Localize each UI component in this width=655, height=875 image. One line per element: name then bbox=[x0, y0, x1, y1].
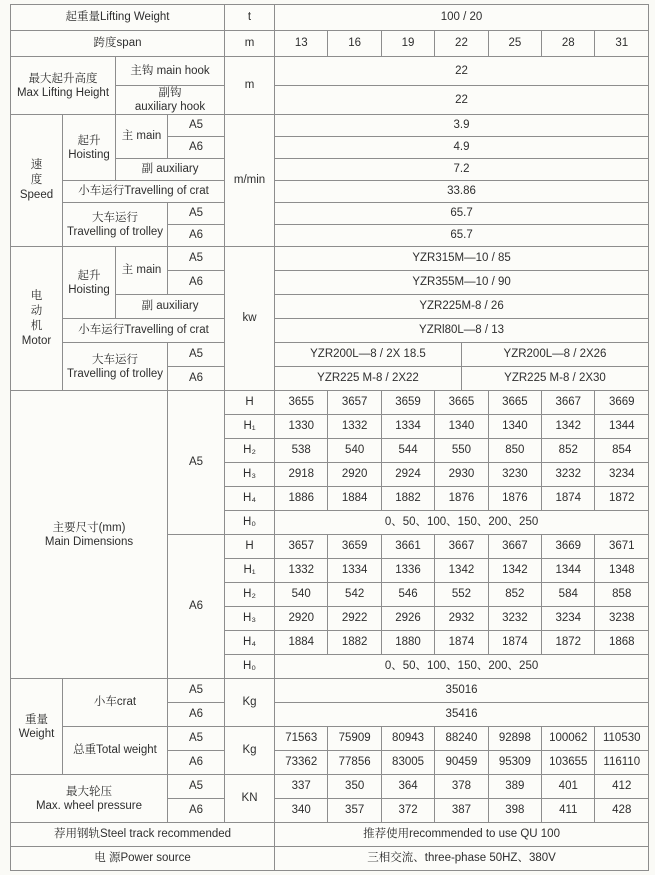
dim-value: 1332 bbox=[328, 415, 381, 439]
dim-value: 1874 bbox=[542, 487, 595, 511]
pressure-value: 357 bbox=[328, 799, 381, 823]
pressure-value: 364 bbox=[381, 775, 434, 799]
lifting-weight-unit: t bbox=[225, 5, 275, 31]
wheel-pressure-a5-row bbox=[11, 775, 649, 799]
a6-label: A6 bbox=[168, 703, 225, 727]
pressure-value: 411 bbox=[542, 799, 595, 823]
span-row bbox=[11, 31, 649, 57]
weight-value: 103655 bbox=[542, 751, 595, 775]
dim-param: H₂ bbox=[225, 583, 275, 607]
motor-main-a6-value: YZR355M—10 / 90 bbox=[275, 271, 649, 295]
speed-main-a5-row bbox=[11, 115, 649, 137]
dim-value: 3234 bbox=[542, 607, 595, 631]
dim-value: 2918 bbox=[275, 463, 328, 487]
motor-main-label: 主 main bbox=[116, 247, 168, 295]
dim-value: 1340 bbox=[435, 415, 488, 439]
dim-value: 3659 bbox=[328, 535, 381, 559]
dim-value: 3234 bbox=[595, 463, 649, 487]
motor-hoisting-label: 起升 Hoisting bbox=[63, 247, 116, 319]
dim-value: 2922 bbox=[328, 607, 381, 631]
a6-label: A6 bbox=[168, 751, 225, 775]
dims-a5-h-row bbox=[11, 391, 649, 415]
dim-value: 1344 bbox=[542, 559, 595, 583]
motor-trolley-a5-left: YZR200L—8 / 2X 18.5 bbox=[275, 343, 462, 367]
a5-label: A5 bbox=[168, 343, 225, 367]
dim-value: 1874 bbox=[488, 631, 541, 655]
motor-trolley-a5-right: YZR200L—8 / 2X26 bbox=[461, 343, 648, 367]
dim-value: 3659 bbox=[381, 391, 434, 415]
max-height-group bbox=[11, 57, 116, 115]
weight-value: 77856 bbox=[328, 751, 381, 775]
dim-value: 1348 bbox=[595, 559, 649, 583]
power-source-row bbox=[11, 847, 649, 871]
speed-crat-label: 小车运行Travelling of crat bbox=[63, 181, 225, 203]
dim-param: H₁ bbox=[225, 559, 275, 583]
dim-value: 550 bbox=[435, 439, 488, 463]
pressure-value: 350 bbox=[328, 775, 381, 799]
pressure-value: 398 bbox=[488, 799, 541, 823]
dim-value: 584 bbox=[542, 583, 595, 607]
a6-label: A6 bbox=[168, 137, 225, 159]
weight-crat-a6-value: 35416 bbox=[275, 703, 649, 727]
dim-value: 1344 bbox=[595, 415, 649, 439]
speed-crat-row bbox=[11, 181, 649, 203]
weight-value: 71563 bbox=[275, 727, 328, 751]
speed-aux-label: 副 auxiliary bbox=[116, 159, 225, 181]
dim-value: 1872 bbox=[542, 631, 595, 655]
a5-label: A5 bbox=[168, 775, 225, 799]
a5-label: A5 bbox=[168, 203, 225, 225]
max-height-main-row bbox=[11, 57, 649, 86]
dim-value: 3667 bbox=[435, 535, 488, 559]
span-label: 跨度span bbox=[11, 31, 225, 57]
weight-value: 110530 bbox=[595, 727, 649, 751]
dim-value: 3661 bbox=[381, 535, 434, 559]
dim-value: 544 bbox=[381, 439, 434, 463]
speed-hoisting-label: 起升 Hoisting bbox=[63, 115, 116, 181]
dim-h0-merged-value: 0、50、100、150、200、250 bbox=[275, 655, 649, 679]
speed-trolley-a5-value: 65.7 bbox=[275, 203, 649, 225]
pressure-value: 401 bbox=[542, 775, 595, 799]
dim-value: 3232 bbox=[542, 463, 595, 487]
motor-main-a5-row bbox=[11, 247, 649, 271]
a6-label: A6 bbox=[168, 367, 225, 391]
dim-value: 852 bbox=[488, 583, 541, 607]
power-source-label: 电 源Power source bbox=[11, 847, 275, 871]
dim-value: 1868 bbox=[595, 631, 649, 655]
dim-value: 546 bbox=[381, 583, 434, 607]
dim-value: 1876 bbox=[435, 487, 488, 511]
dim-value: 1342 bbox=[542, 415, 595, 439]
dim-value: 3667 bbox=[542, 391, 595, 415]
dim-value: 552 bbox=[435, 583, 488, 607]
motor-crat-label: 小车运行Travelling of crat bbox=[63, 319, 225, 343]
dim-value: 3669 bbox=[542, 535, 595, 559]
weight-value: 95309 bbox=[488, 751, 541, 775]
speed-main-a5-value: 3.9 bbox=[275, 115, 649, 137]
dimensions-group: 主要尺寸(mm) Main Dimensions bbox=[11, 391, 168, 679]
dim-value: 540 bbox=[275, 583, 328, 607]
max-height-unit: m bbox=[225, 57, 275, 115]
main-hook-label: 主钩 main hook bbox=[116, 57, 225, 86]
steel-track-row bbox=[11, 823, 649, 847]
pressure-value: 428 bbox=[595, 799, 649, 823]
speed-trolley-a5-row bbox=[11, 203, 649, 225]
dim-value: 3238 bbox=[595, 607, 649, 631]
weight-crat-unit: Kg bbox=[225, 679, 275, 727]
a5-label: A5 bbox=[168, 115, 225, 137]
weight-crat-a5-row bbox=[11, 679, 649, 703]
dim-value: 3657 bbox=[275, 535, 328, 559]
dim-value: 1334 bbox=[328, 559, 381, 583]
dim-value: 854 bbox=[595, 439, 649, 463]
weight-value: 80943 bbox=[381, 727, 434, 751]
dim-value: 1882 bbox=[328, 631, 381, 655]
dim-value: 2920 bbox=[275, 607, 328, 631]
dim-param: H₄ bbox=[225, 631, 275, 655]
pressure-value: 372 bbox=[381, 799, 434, 823]
dim-value: 1882 bbox=[381, 487, 434, 511]
dim-value: 1336 bbox=[381, 559, 434, 583]
motor-trolley-a5-row bbox=[11, 343, 649, 367]
speed-aux-value: 7.2 bbox=[275, 159, 649, 181]
weight-value: 100062 bbox=[542, 727, 595, 751]
dim-value: 1342 bbox=[488, 559, 541, 583]
speed-main-a6-value: 4.9 bbox=[275, 137, 649, 159]
wheel-pressure-label: 最大轮压 Max. wheel pressure bbox=[11, 775, 168, 823]
crane-spec-table bbox=[10, 4, 649, 871]
weight-total-unit: Kg bbox=[225, 727, 275, 775]
dim-value: 3657 bbox=[328, 391, 381, 415]
dim-value: 3230 bbox=[488, 463, 541, 487]
dim-value: 2920 bbox=[328, 463, 381, 487]
span-value: 16 bbox=[328, 31, 381, 57]
dim-value: 3665 bbox=[435, 391, 488, 415]
dim-value: 1340 bbox=[488, 415, 541, 439]
dim-h0-merged-value: 0、50、100、150、200、250 bbox=[275, 511, 649, 535]
dim-param: H₀ bbox=[225, 511, 275, 535]
speed-group: 速 度 Speed bbox=[11, 115, 63, 247]
dim-param: H bbox=[225, 535, 275, 559]
speed-unit: m/min bbox=[225, 115, 275, 247]
pressure-value: 337 bbox=[275, 775, 328, 799]
motor-aux-label: 副 auxiliary bbox=[116, 295, 225, 319]
steel-track-value: 推荐使用recommended to use QU 100 bbox=[275, 823, 649, 847]
power-source-value: 三相交流、three-phase 50HZ、380V bbox=[275, 847, 649, 871]
motor-group: 电 动 机 Motor bbox=[11, 247, 63, 391]
motor-unit: kw bbox=[225, 247, 275, 391]
dim-value: 540 bbox=[328, 439, 381, 463]
dim-param: H₄ bbox=[225, 487, 275, 511]
weight-value: 92898 bbox=[488, 727, 541, 751]
dim-param: H₁ bbox=[225, 415, 275, 439]
weight-crat-label: 小车crat bbox=[63, 679, 168, 727]
dim-value: 1874 bbox=[435, 631, 488, 655]
span-unit: m bbox=[225, 31, 275, 57]
lifting-weight-value: 100 / 20 bbox=[275, 5, 649, 31]
dims-a5-label: A5 bbox=[168, 391, 225, 535]
steel-track-label: 荐用钢轨Steel track recommended bbox=[11, 823, 275, 847]
motor-trolley-label: 大车运行 Travelling of trolley bbox=[63, 343, 168, 391]
weight-value: 73362 bbox=[275, 751, 328, 775]
dim-value: 1872 bbox=[595, 487, 649, 511]
weight-value: 116110 bbox=[595, 751, 649, 775]
span-value: 13 bbox=[275, 31, 328, 57]
max-height-group-en: Max Lifting Height bbox=[16, 86, 110, 99]
pressure-value: 389 bbox=[488, 775, 541, 799]
dim-value: 850 bbox=[488, 439, 541, 463]
weight-value: 83005 bbox=[381, 751, 434, 775]
dim-value: 542 bbox=[328, 583, 381, 607]
dim-value: 1342 bbox=[435, 559, 488, 583]
dims-a6-label: A6 bbox=[168, 535, 225, 679]
a5-label: A5 bbox=[168, 679, 225, 703]
span-value: 28 bbox=[542, 31, 595, 57]
dim-value: 1876 bbox=[488, 487, 541, 511]
a6-label: A6 bbox=[168, 799, 225, 823]
dim-param: H₃ bbox=[225, 463, 275, 487]
pressure-value: 412 bbox=[595, 775, 649, 799]
dim-value: 2924 bbox=[381, 463, 434, 487]
weight-group: 重量 Weight bbox=[11, 679, 63, 775]
dim-value: 3671 bbox=[595, 535, 649, 559]
main-hook-value: 22 bbox=[275, 57, 649, 86]
speed-trolley-label: 大车运行 Travelling of trolley bbox=[63, 203, 168, 247]
dim-param: H₃ bbox=[225, 607, 275, 631]
dim-value: 2930 bbox=[435, 463, 488, 487]
speed-main-label: 主 main bbox=[116, 115, 168, 159]
dim-value: 2932 bbox=[435, 607, 488, 631]
dim-value: 3655 bbox=[275, 391, 328, 415]
weight-total-label: 总重Total weight bbox=[63, 727, 168, 775]
dim-value: 3667 bbox=[488, 535, 541, 559]
weight-value: 75909 bbox=[328, 727, 381, 751]
dim-value: 1886 bbox=[275, 487, 328, 511]
a5-label: A5 bbox=[168, 727, 225, 751]
motor-crat-row bbox=[11, 319, 649, 343]
dim-value: 538 bbox=[275, 439, 328, 463]
motor-main-a5-value: YZR315M—10 / 85 bbox=[275, 247, 649, 271]
weight-crat-a5-value: 35016 bbox=[275, 679, 649, 703]
dim-value: 3232 bbox=[488, 607, 541, 631]
dim-param: H₂ bbox=[225, 439, 275, 463]
dim-value: 858 bbox=[595, 583, 649, 607]
weight-value: 88240 bbox=[435, 727, 488, 751]
dim-value: 2926 bbox=[381, 607, 434, 631]
span-value: 19 bbox=[381, 31, 434, 57]
span-value: 25 bbox=[488, 31, 541, 57]
dim-value: 3669 bbox=[595, 391, 649, 415]
pressure-value: 387 bbox=[435, 799, 488, 823]
motor-aux-value: YZR225M-8 / 26 bbox=[275, 295, 649, 319]
weight-total-a5-row bbox=[11, 727, 649, 751]
dim-value: 3665 bbox=[488, 391, 541, 415]
a6-label: A6 bbox=[168, 271, 225, 295]
max-height-group-zh: 最大起升高度 bbox=[28, 72, 98, 85]
aux-hook-label: 副钩 auxiliary hook bbox=[116, 86, 225, 115]
a5-label: A5 bbox=[168, 247, 225, 271]
speed-trolley-a6-value: 65.7 bbox=[275, 225, 649, 247]
dim-value: 1884 bbox=[275, 631, 328, 655]
dim-param: H₀ bbox=[225, 655, 275, 679]
wheel-pressure-unit: KN bbox=[225, 775, 275, 823]
a6-label: A6 bbox=[168, 225, 225, 247]
dim-value: 1332 bbox=[275, 559, 328, 583]
dim-value: 1334 bbox=[381, 415, 434, 439]
dim-param: H bbox=[225, 391, 275, 415]
pressure-value: 340 bbox=[275, 799, 328, 823]
span-value: 31 bbox=[595, 31, 649, 57]
dim-value: 1884 bbox=[328, 487, 381, 511]
motor-crat-value: YZRl80L—8 / 13 bbox=[275, 319, 649, 343]
dim-value: 1880 bbox=[381, 631, 434, 655]
motor-trolley-a6-right: YZR225 M-8 / 2X30 bbox=[461, 367, 648, 391]
lifting-weight-row bbox=[11, 5, 649, 31]
aux-hook-value: 22 bbox=[275, 86, 649, 115]
pressure-value: 378 bbox=[435, 775, 488, 799]
speed-crat-value: 33.86 bbox=[275, 181, 649, 203]
weight-value: 90459 bbox=[435, 751, 488, 775]
dim-value: 1330 bbox=[275, 415, 328, 439]
span-value: 22 bbox=[435, 31, 488, 57]
lifting-weight-label: 起重量Lifting Weight bbox=[11, 5, 225, 31]
motor-trolley-a6-left: YZR225 M-8 / 2X22 bbox=[275, 367, 462, 391]
dim-value: 852 bbox=[542, 439, 595, 463]
